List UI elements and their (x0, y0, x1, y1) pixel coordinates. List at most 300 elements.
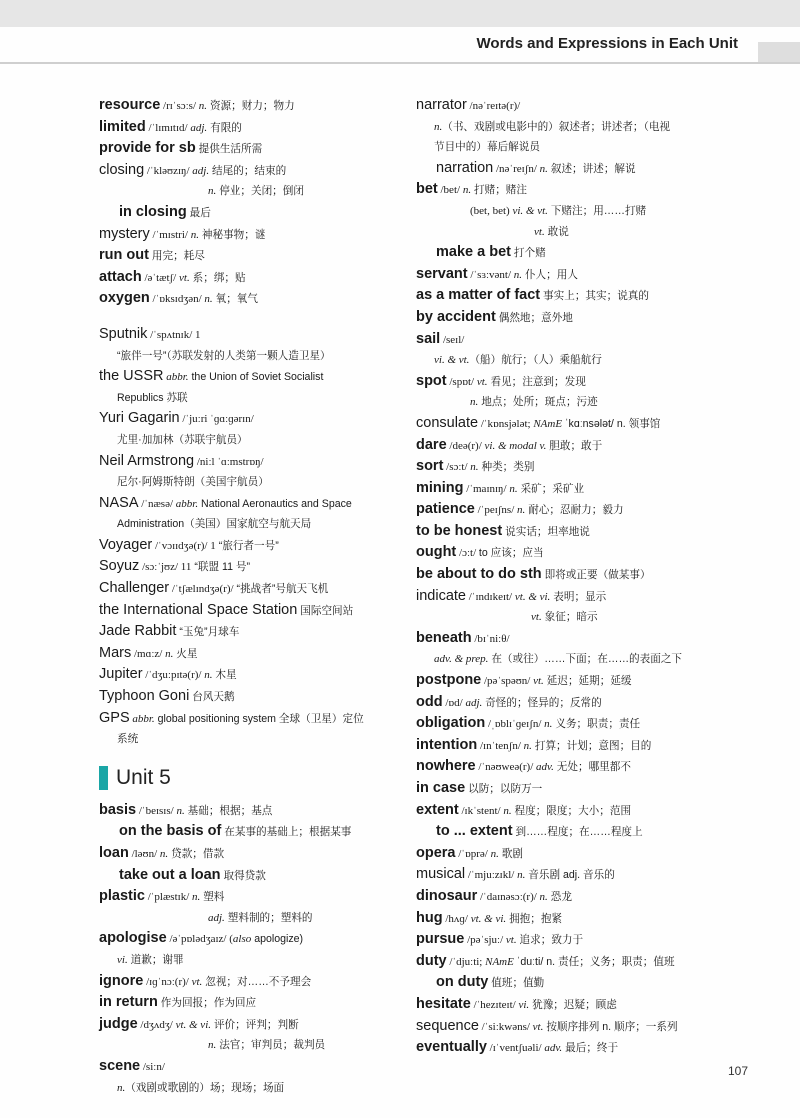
headword: Jupiter (99, 666, 143, 683)
definition: “挑战者”号航天飞机 (233, 583, 329, 596)
part-of-speech: abbr. (129, 712, 155, 725)
definition: 国际空间站 (297, 604, 354, 617)
definition: 犹豫；迟疑；顾虑 (529, 998, 617, 1011)
phonetic: /pəˈspəʊn/ (481, 675, 534, 688)
phonetic: /əˈpɒlədʒaɪz/ ( (166, 933, 233, 946)
headword: judge (99, 1015, 138, 1032)
definition: 系；绑；贴 (189, 271, 246, 284)
phonetic: /mɑːz/ (131, 647, 166, 660)
definition: （戏剧或歌剧的）场；现场；场面 (125, 1081, 285, 1094)
headword: to be honest (416, 522, 503, 539)
left-column (99, 95, 404, 1098)
top-strip (0, 0, 800, 27)
phonetic: /ˈbeɪsɪs/ (136, 804, 177, 817)
glossary-entry (416, 1016, 726, 1038)
part-of-speech: n. (208, 185, 217, 198)
definition: 最后 (186, 206, 211, 219)
phonetic: /hʌɡ/ (442, 912, 471, 925)
part-of-speech: adj. (208, 911, 225, 924)
part-of-speech: vt. (179, 271, 190, 284)
definition: 下赌注；用……打赌 (547, 204, 647, 217)
part-of-speech: n. (192, 891, 201, 904)
glossary-entry (416, 821, 726, 843)
part-of-speech: n. (539, 890, 548, 903)
entry-continuation (99, 1035, 404, 1056)
glossary-entry (99, 800, 404, 822)
glossary-entry (416, 285, 726, 307)
phonetic: /ˈkɒnsjələt; (478, 417, 534, 430)
headword: sort (416, 458, 444, 475)
headword: oxygen (99, 290, 150, 307)
definition: “旅伴一号”（苏联发射的人类第一颗人造卫星） (117, 349, 331, 362)
glossary-entry (99, 1014, 404, 1036)
phonetic: /ˈkləʊzɪŋ/ (144, 164, 193, 177)
phonetic: /deə(r)/ (446, 439, 485, 452)
definition: 贷款；借款 (168, 848, 225, 860)
definition: ˈduːti/ n. 责任；义务；职责；值班 (513, 955, 675, 968)
phonetic: /spɒt/ (446, 375, 477, 388)
phonetic: /ˈdaɪnəsɔː(r)/ (477, 890, 540, 903)
part-of-speech: vt. & vi. (470, 912, 507, 925)
part-of-speech: vt. (531, 611, 542, 624)
phonetic: /ˈjuːri ˈɡɑːɡərɪn/ (179, 413, 254, 426)
phonetic: /niːl ˈɑːmstrɒŋ/ (194, 455, 264, 468)
headword: on the basis of (119, 823, 222, 840)
definition: 延迟；延期；延缓 (543, 675, 632, 688)
headword: intention (416, 736, 478, 753)
part-of-speech: vt. & vi. (514, 590, 551, 603)
definition: “联盟 11 号” (191, 561, 251, 574)
headword: mystery (99, 225, 150, 242)
definition: 奇怪的；怪异的；反常的 (482, 696, 602, 709)
part-of-speech: adv. (536, 761, 554, 774)
headword: plastic (99, 888, 145, 905)
headword: Sputnik (99, 325, 148, 342)
entry-continuation (99, 514, 404, 535)
definition: 义务；职责；责任 (552, 718, 641, 731)
headword: obligation (416, 715, 486, 732)
part-of-speech: n. (198, 100, 208, 112)
definition: 尤里·加加林（苏联宇航员） (117, 433, 248, 446)
phonetic: /dʒʌdʒ/ (137, 1018, 176, 1031)
part-of-speech: n. (539, 162, 548, 175)
glossary-entry (99, 245, 404, 267)
glossary-entry (416, 994, 726, 1016)
headword: sail (416, 330, 441, 347)
definition: 作为回报；作为回应 (157, 997, 257, 1010)
part-of-speech: also (232, 933, 252, 946)
phonetic: /ˈsiːkwəns/ (478, 1020, 533, 1033)
glossary-entry (416, 778, 726, 800)
glossary-entry (416, 972, 726, 994)
definition: 提供生活所需 (195, 143, 263, 156)
phonetic: /ˈplæstɪk/ (144, 891, 192, 904)
glossary-entry (99, 556, 404, 578)
definition: National Aeronautics and Space (198, 497, 352, 510)
right-column (416, 95, 726, 1059)
glossary-entry (416, 264, 726, 286)
glossary-entry (99, 686, 404, 708)
headword: pursue (416, 931, 465, 948)
entry-continuation (99, 950, 404, 971)
headword: sequence (416, 1017, 479, 1034)
part-of-speech: vt. (191, 975, 203, 988)
phonetic: /ˈɒksɪdʒən/ (149, 293, 205, 306)
part-of-speech: n. (190, 228, 199, 241)
phonetic: (bet, bet) (470, 204, 513, 217)
headword: the USSR (99, 368, 164, 385)
glossary-entry (416, 413, 726, 435)
headword: Challenger (99, 580, 170, 597)
phonetic: /nəˈreɪʃn/ (493, 162, 540, 175)
definition: 最后；终于 (562, 1042, 619, 1055)
headword: apologise (99, 930, 167, 947)
phonetic: /ˈtʃælɪndʒə(r)/ (169, 583, 234, 596)
definition: 看见；注意到；发现 (487, 375, 586, 388)
part-of-speech: n. (159, 848, 169, 860)
headword: postpone (416, 672, 482, 689)
definition: 有限的 (207, 121, 242, 134)
phonetic: /seɪl/ (440, 333, 465, 346)
headword: basis (99, 801, 137, 818)
glossary-entry (99, 1056, 404, 1078)
glossary-entry (99, 643, 404, 665)
definition: 胆敢；敢于 (546, 439, 603, 452)
part-of-speech: n. (503, 804, 512, 817)
headword: to ... extent (436, 823, 513, 840)
headword: Mars (99, 644, 132, 661)
definition: 系统 (117, 733, 139, 746)
headword: nowhere (416, 758, 476, 775)
definition: 在某事的基础上；根据某事 (221, 826, 352, 839)
headword: Neil Armstrong (99, 452, 195, 469)
part-of-speech: vi. (117, 953, 128, 966)
phonetic: /ˈnæsə/ (138, 497, 176, 510)
part-of-speech: n. (517, 504, 526, 517)
glossary-entry (99, 224, 404, 246)
definition: 打赌；赌注 (471, 184, 527, 197)
definition: 地点；处所；斑点；污迹 (478, 396, 598, 409)
entry-continuation (99, 430, 404, 451)
headword: consulate (416, 414, 479, 431)
definition: 恐龙 (547, 890, 572, 903)
part-of-speech: vi. & modal v. (484, 439, 547, 452)
part-of-speech: abbr. (175, 497, 199, 510)
phonetic: /ˈɪndɪkeɪt/ (465, 590, 515, 603)
definition: 种类；类别 (478, 461, 535, 474)
headword: Jade Rabbit (99, 623, 177, 640)
glossary-entry (416, 521, 726, 543)
part-of-speech: vt. (505, 934, 517, 947)
page-header (0, 27, 800, 63)
entry-continuation (416, 201, 726, 222)
part-of-speech: adv. (544, 1042, 563, 1055)
phonetic: /ɪkˈstent/ (458, 804, 504, 817)
glossary-entry (416, 800, 726, 822)
entry-continuation (416, 117, 726, 138)
part-of-speech: vt. & vi. (175, 1018, 211, 1031)
definition: 木星 (212, 669, 237, 682)
left-group-3 (99, 800, 404, 1098)
phonetic: /rɪˈsɔːs/ (160, 100, 199, 112)
glossary-entry (416, 499, 726, 521)
glossary-entry (99, 886, 404, 908)
part-of-speech: n. (490, 847, 499, 860)
headword: musical (416, 866, 466, 883)
definition: 敢说 (544, 225, 569, 238)
glossary-entry (416, 179, 726, 201)
glossary-entry (99, 408, 404, 430)
headword: run out (99, 247, 149, 264)
definition: 氧；氧气 (212, 293, 258, 306)
glossary-entry (99, 578, 404, 600)
definition: 忽视；对……不予理会 (202, 975, 312, 988)
glossary-entry (99, 366, 404, 388)
glossary-entry (416, 1037, 726, 1059)
glossary-entry (416, 756, 726, 778)
headword: attach (99, 268, 142, 285)
headword: on duty (436, 974, 489, 991)
part-of-speech: adj. (192, 164, 210, 177)
glossary-entry (99, 928, 404, 950)
definition: Republics 苏联 (117, 391, 188, 404)
entry-continuation (99, 346, 404, 367)
entry-continuation (99, 908, 404, 929)
definition: 神秘事物；谜 (198, 228, 266, 241)
glossary-entry (99, 708, 404, 730)
part-of-speech: adj. (465, 696, 483, 709)
definition: 程度；限度；大小；范围 (511, 804, 632, 817)
definition: 采矿；采矿业 (517, 482, 585, 495)
headword: loan (99, 845, 129, 861)
headword: duty (416, 952, 447, 969)
spacer (99, 310, 404, 324)
glossary-entry (416, 692, 726, 714)
glossary-entry (99, 202, 404, 224)
headword: Yuri Gagarin (99, 410, 180, 427)
unit-title: Unit 5 (116, 765, 171, 789)
headword: narration (436, 159, 494, 176)
glossary-entry (99, 600, 404, 622)
definition: 拥抱；抱紧 (506, 912, 563, 925)
part-of-speech: n. (470, 396, 479, 409)
phonetic: /ɪnˈtenʃn/ (477, 739, 524, 752)
unit-marker (99, 766, 108, 790)
headword: ignore (99, 972, 144, 989)
phonetic: /ˈpeɪʃns/ (474, 504, 518, 517)
definition: （书、戏剧或电影中的）叙述者；讲述者；（电视 (442, 120, 671, 133)
entry-continuation (416, 222, 726, 243)
glossary-entry (416, 329, 726, 351)
definition: “玉兔”月球车 (176, 626, 240, 639)
definition: 事实上；其实；说真的 (540, 290, 649, 303)
glossary-entry (99, 992, 404, 1014)
glossary-entry (416, 542, 726, 564)
entry-continuation (99, 1078, 404, 1099)
definition: 在（或往）……下面；在……的表面之下 (488, 653, 683, 666)
definition: the Union of Soviet Socialist (188, 371, 324, 384)
definition: 资源；财力；物力 (207, 100, 295, 112)
part-of-speech: n. (117, 1081, 126, 1094)
part-of-speech: abbr. (163, 371, 189, 384)
glossary-entry (416, 886, 726, 908)
headword: NASA (99, 494, 139, 511)
entry-continuation (416, 607, 726, 628)
headword: indicate (416, 587, 466, 604)
headword: by accident (416, 308, 496, 325)
unit-heading (99, 762, 404, 794)
phonetic: /ˈhezɪteɪt/ (470, 998, 519, 1011)
glossary-entry (99, 493, 404, 515)
definition: 用完；耗尽 (148, 250, 205, 263)
headword: be about to do sth (416, 566, 542, 583)
headword: the International Space Station (99, 601, 298, 618)
glossary-entry (416, 564, 726, 586)
phonetic: /ˈdjuːti; (446, 955, 486, 968)
definition: to 应该；应当 (478, 547, 544, 560)
part-of-speech: n. (470, 461, 479, 474)
definition: 节目中的）幕后解说员 (434, 141, 540, 154)
glossary-entry (99, 138, 404, 160)
part-of-speech: n. (204, 669, 213, 682)
header-title: Words and Expressions in Each Unit (476, 35, 738, 52)
headword: bet (416, 181, 438, 198)
phonetic: /ɪɡˈnɔː(r)/ (143, 975, 192, 988)
glossary-entry (416, 586, 726, 608)
phonetic: /ˈmjuːzɪkl/ (465, 869, 518, 882)
page-number: 107 (727, 1064, 748, 1078)
phonetic: /ˈmaɪnɪŋ/ (463, 482, 510, 495)
phonetic: /ˈdʒuːpɪtə(r)/ (142, 669, 205, 682)
headword: ought (416, 544, 457, 561)
definition: 道歉；谢罪 (127, 953, 184, 966)
phonetic: /ˈsɜːvənt/ (467, 268, 514, 281)
part-of-speech: NAmE (533, 417, 563, 430)
entry-continuation (416, 649, 726, 670)
phonetic: /ˈlɪmɪtɪd/ (145, 121, 191, 134)
phonetic: /ˈspʌtnɪk/ 1 (147, 328, 201, 341)
glossary-entry (416, 628, 726, 650)
phonetic: /ˈɒprə/ (455, 847, 491, 860)
part-of-speech: n. (176, 804, 185, 817)
glossary-entry (416, 735, 726, 757)
phonetic: /ɪˈventʃuəli/ (486, 1042, 545, 1055)
part-of-speech: n. (204, 293, 213, 306)
definition: 基础；根据；基点 (184, 804, 273, 817)
definition: 取得贷款 (220, 869, 266, 882)
definition: 打个赌 (510, 247, 546, 260)
definition: 塑料 (200, 891, 225, 904)
header-rule (0, 62, 800, 64)
definition: 叙述；讲述；解说 (547, 162, 636, 175)
glossary-entry (99, 95, 404, 117)
part-of-speech: n. (462, 184, 472, 197)
entry-continuation (99, 729, 404, 750)
headword: Voyager (99, 536, 153, 553)
glossary-entry (99, 267, 404, 289)
glossary-entry (416, 929, 726, 951)
definition: 值班；值勤 (488, 977, 545, 990)
definition: 评价；评判；判断 (211, 1018, 299, 1031)
definition: 音乐剧 adj. 音乐的 (525, 869, 615, 882)
definition: 法官；审判员；裁判员 (216, 1039, 326, 1052)
glossary-entry (416, 307, 726, 329)
phonetic: /ˌɒblɪˈɡeɪʃn/ (485, 718, 545, 731)
glossary-entry (99, 451, 404, 473)
phonetic: /siːn/ (140, 1060, 165, 1073)
glossary-entry (99, 535, 404, 557)
part-of-speech: n. (513, 268, 523, 281)
phonetic: /ɔːt/ (456, 547, 479, 560)
glossary-entry (99, 664, 404, 686)
definition: 耐心；忍耐力；毅力 (525, 504, 624, 517)
glossary-entry (416, 951, 726, 973)
glossary-entry (99, 288, 404, 310)
part-of-speech: adv. & prep. (434, 653, 489, 666)
headword: hesitate (416, 995, 471, 1012)
part-of-speech: vi. & vt. (434, 354, 470, 367)
headword: dinosaur (416, 887, 478, 904)
part-of-speech: n. (165, 647, 174, 660)
definition: 无处；哪里都不 (553, 761, 631, 774)
headword: hug (416, 909, 443, 926)
phonetic: /ɒd/ (442, 696, 466, 709)
glossary-entry (416, 843, 726, 865)
phonetic: /ˈvɔɪɪdʒə(r)/ 1 (152, 539, 216, 552)
glossary-entry (99, 160, 404, 182)
definition: 仆人；用人 (522, 268, 578, 281)
glossary-entry (416, 371, 726, 393)
glossary-entry (99, 971, 404, 993)
headword: mining (416, 479, 464, 496)
definition: 到……程度；在……程度上 (512, 826, 643, 839)
headword: servant (416, 265, 468, 282)
part-of-speech: n. (509, 482, 518, 495)
part-of-speech: vi. (518, 998, 530, 1011)
definition: 台风天鹅 (189, 691, 235, 704)
phonetic: /sɔːˈjʊz/ 11 (139, 561, 192, 574)
phonetic: /nəˈreɪtə(r)/ (466, 100, 521, 112)
glossary-entry (416, 158, 726, 180)
headword: GPS (99, 709, 130, 726)
definition: （船）航行；（人）乘船航行 (469, 354, 602, 367)
phonetic: /pəˈsjuː/ (464, 934, 506, 947)
headword: spot (416, 372, 447, 389)
definition: 说实话；坦率地说 (502, 525, 590, 538)
glossary-entry (99, 821, 404, 843)
headword: Typhoon Goni (99, 688, 190, 705)
definition: 表明；显示 (550, 590, 607, 603)
headword: in return (99, 994, 158, 1011)
glossary-entry (99, 324, 404, 346)
definition: apologize) (251, 933, 304, 946)
headword: Soyuz (99, 558, 140, 575)
headword: eventually (416, 1039, 487, 1056)
entry-continuation (416, 350, 726, 371)
headword: make a bet (436, 244, 511, 261)
definition: 打算；计划；意图；目的 (531, 739, 652, 752)
headword: limited (99, 118, 146, 135)
headword: beneath (416, 629, 472, 646)
headword: in closing (119, 203, 187, 220)
glossary-entry (416, 478, 726, 500)
glossary-entry (416, 456, 726, 478)
glossary-entry (99, 117, 404, 139)
part-of-speech: adj. (190, 121, 208, 134)
part-of-speech: vt. (532, 1020, 544, 1033)
phonetic: /əˈtætʃ/ (141, 271, 179, 284)
definition: 结尾的；结束的 (209, 164, 287, 177)
